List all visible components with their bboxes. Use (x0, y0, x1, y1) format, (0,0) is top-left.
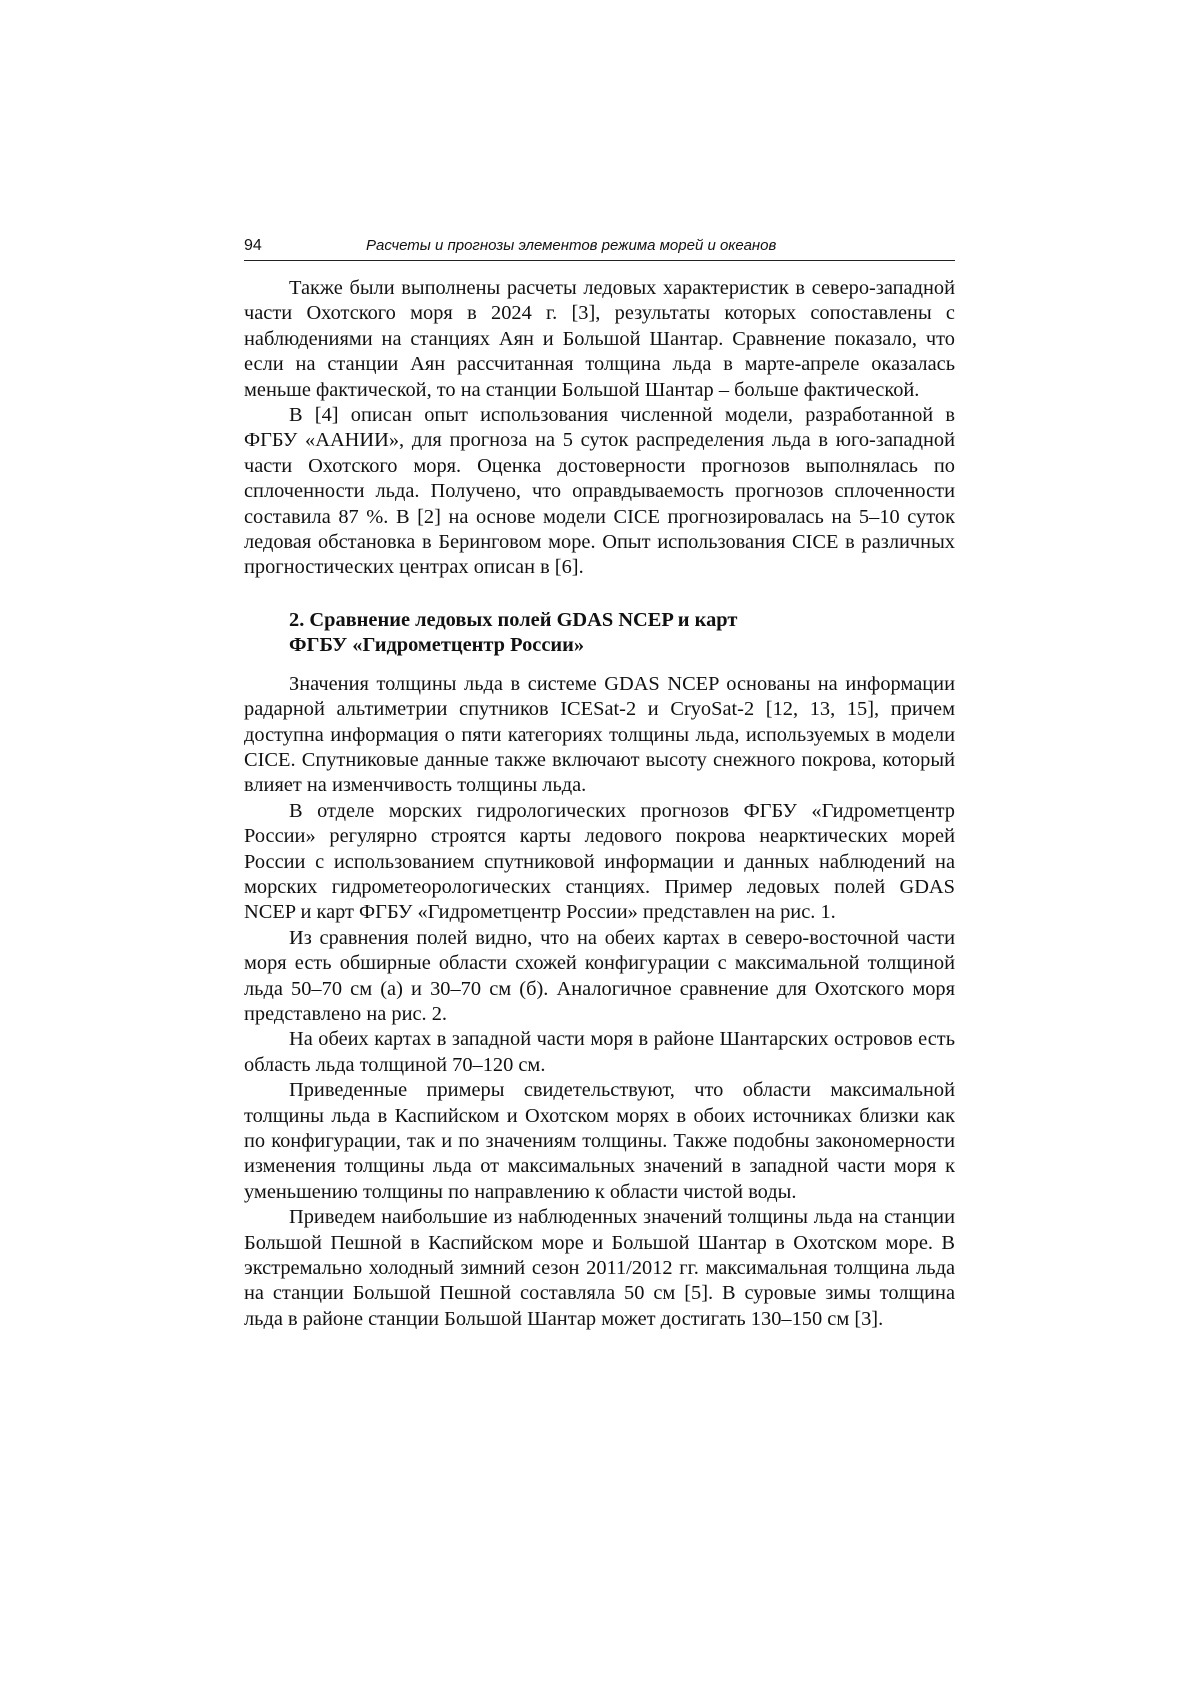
paragraph: Приведенные примеры свидетельствуют, что области максимальной толщины льда в Каспийском и Охотском морях в обоих источниках близки как по конфигурации, так и по значениям толщины. Также подобны закономерности изменения толщины льда от максимальных значений в западной части моря к уменьшению толщины по направлению к области чистой воды. (244, 1079, 955, 1203)
paragraph: Из сравнения полей видно, что на обеих картах в северо-восточной части моря есть обширные области схожей конфигурации с максимальной толщиной льда 50–70 см (а) и 30–70 см (б). Аналогичное сравнение для Охотского моря представлено на рис. 2. (244, 926, 955, 1025)
paragraph: Также были выполнены расчеты ледовых характеристик в северо-западной части Охотского моря в 2024 г. [3], результаты которых сопоставлены с наблюдениями на станциях Аян и Большой Шантар. Сравнение показало, что если на станции Аян рассчитанная толщина льда в марте-апреле оказалась меньше фактической, то на станции Большой Шантар – больше фактической. (244, 277, 955, 401)
paragraph: Значения толщины льда в системе GDAS NCEP основаны на информации радарной альтиметрии спутников ICESat-2 и CryoSat-2 [12, 13, 15], причем доступна информация о пяти категориях толщины льда, используемых в модели CICE. Спутниковые данные также включают высоту снежного покрова, который влияет на изменчивость толщины льда. (244, 672, 955, 797)
running-header (244, 236, 955, 261)
paragraph: На обеих картах в западной части моря в районе Шантарских островов есть область льда толщиной 70–120 см. (244, 1028, 955, 1076)
paragraph: Приведем наибольшие из наблюденных значений толщины льда на станции Большой Пешной в Каспийском море и Большой Шантар в Охотском море. В экстремально холодный зимний сезон 2011/2012 гг. максимальная толщина льда на станции Большой Пешной составляла 50 см [5]. В суровые зимы толщина льда в районе станции Большой Шантар может достигать 130–150 см [3]. (244, 1206, 955, 1330)
paragraph: В отделе морских гидрологических прогнозов ФГБУ «Гидрометцентр России» регулярно строятся карты ледового покрова неарктических морей России с использованием спутниковой информации и данных наблюдений на морских гидрометеорологических станциях. Пример ледовых полей GDAS NCEP и карт ФГБУ «Гидрометцентр России» представлен на рис. 1. (244, 799, 955, 924)
section-heading (244, 608, 955, 659)
running-title: Расчеты и прогнозы элементов режима морей и океанов (366, 237, 777, 254)
document-body (244, 276, 955, 1332)
paragraph: В [4] описан опыт использования численной модели, разработанной в ФГБУ «ААНИИ», для прогноза на 5 суток распределения льда в юго-западной части Охотского моря. Оценка достоверности прогнозов выполнялась по сплоченности льда. Получено, что оправдываемость прогнозов сплоченности составила 87 %. В [2] на основе модели CICE прогнозировалась на 5–10 суток ледовая обстановка в Беринговом море. Опыт использования CICE в различных прогностических центрах описан в [6]. (244, 404, 955, 579)
section-heading-line: ФГБУ «Гидрометцентр России» (289, 634, 585, 657)
document-page (244, 236, 955, 1332)
section-heading-line: 2. Сравнение ледовых полей GDAS NCEP и карт (289, 608, 738, 631)
page-number: 94 (244, 237, 262, 254)
